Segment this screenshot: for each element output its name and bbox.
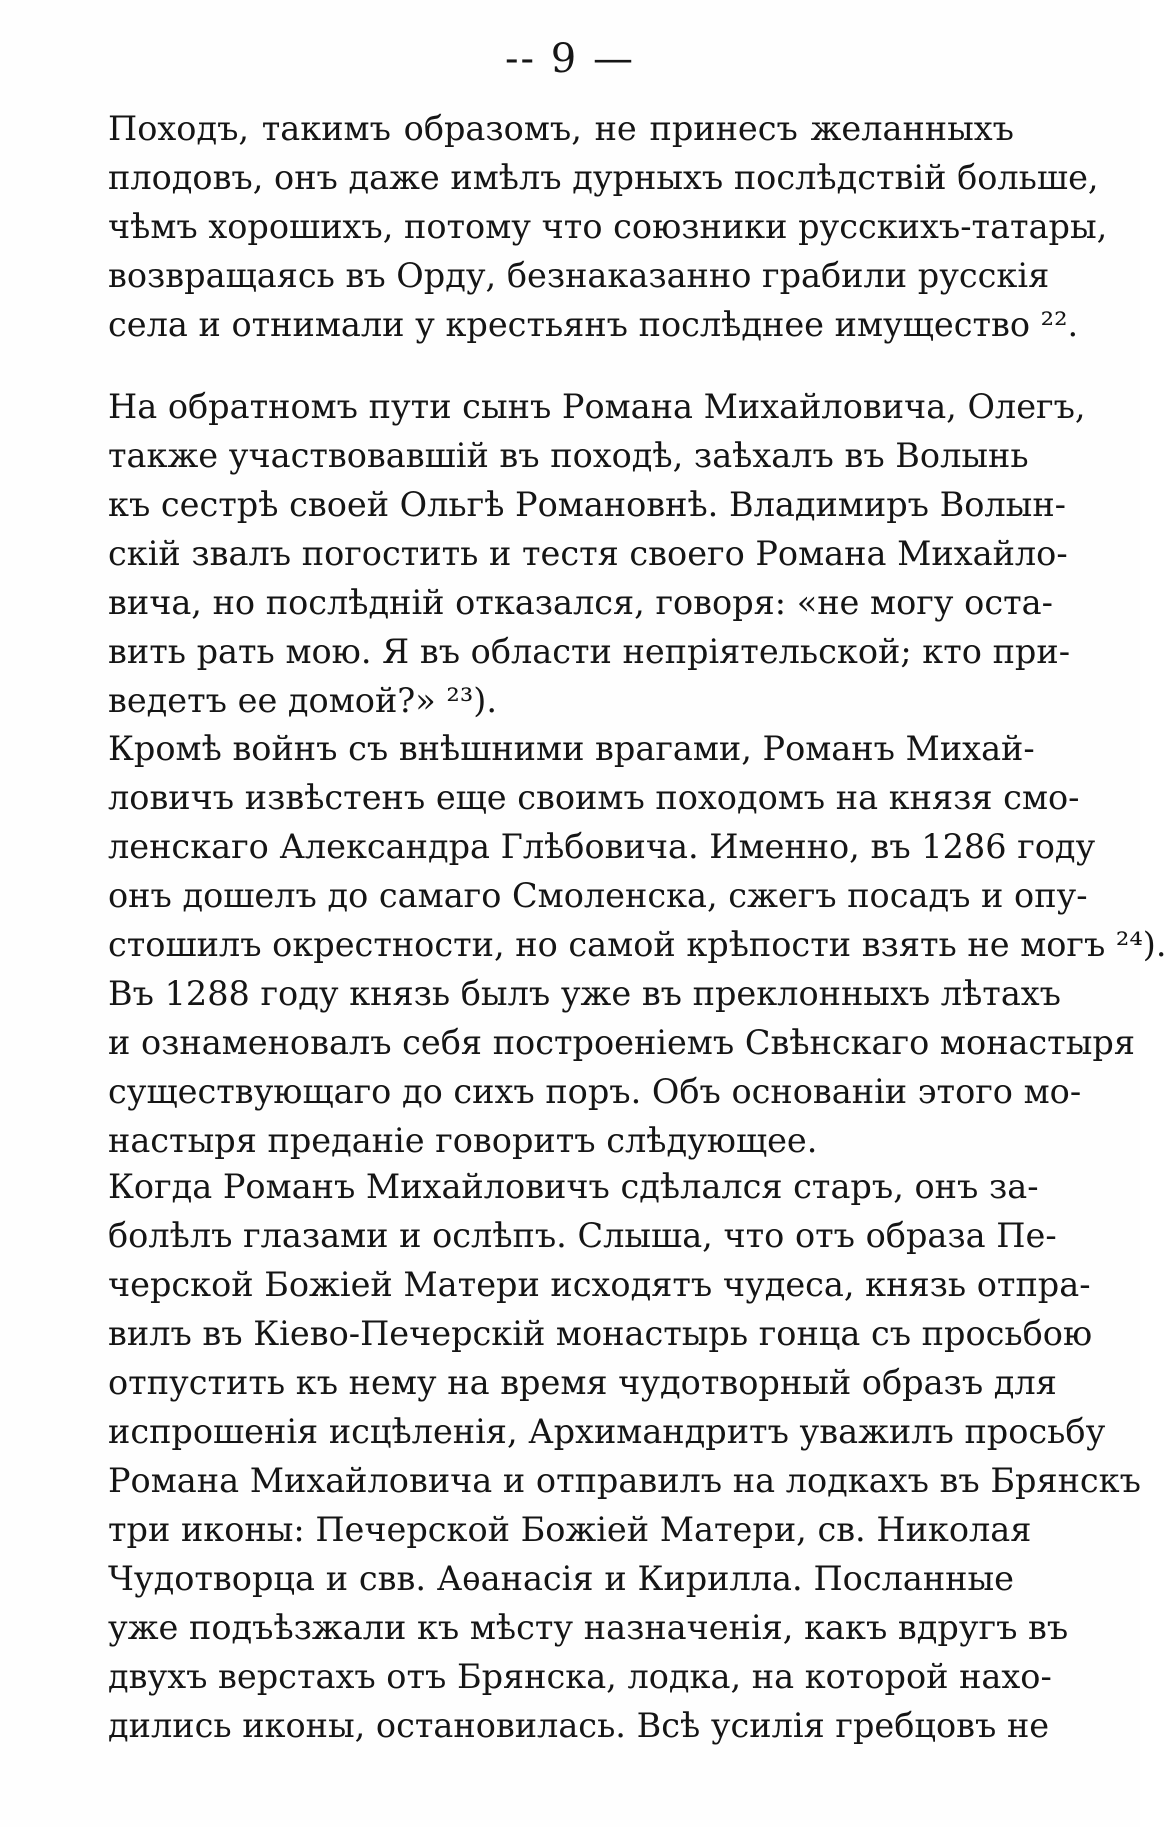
text-line: двухъ верстахъ отъ Брянска, лодка, на которой нахо- [108,1657,1052,1696]
text-line: ведетъ ее домой?» ²³). [108,681,497,720]
text-line: существующаго до сихъ поръ. Объ основаніи этого мо- [108,1072,1082,1111]
text-line: плодовъ, онъ даже имѣлъ дурныхъ послѣдствій больше, [108,158,1099,197]
text-line: ленскаго Александра Глѣбовича. Именно, въ 1286 году [108,827,1096,866]
text-line: Въ 1288 году князь былъ уже въ преклонныхъ лѣтахъ [108,974,1061,1013]
text-line: ловичъ извѣстенъ еще своимъ походомъ на князя смо- [108,778,1080,817]
text-line: вить рать мою. Я въ области непріятельской; кто при- [108,632,1071,671]
text-line: черской Божіей Матери исходятъ чудеса, князь отпра- [108,1265,1091,1304]
text-line: Походъ, такимъ образомъ, не принесъ желанныхъ [108,109,1014,148]
text-line: онъ дошелъ до самаго Смоленска, сжегъ посадъ и опу- [108,876,1088,915]
text-line: Чудотворца и свв. Аѳанасія и Кирилла. Посланные [108,1559,1014,1598]
paragraph-3 [108,724,1167,1165]
text-line: отпустить къ нему на время чудотворный образъ для [108,1363,1057,1402]
text-line: уже подъѣзжали къ мѣсту назначенія, какъ вдругъ въ [108,1608,1069,1647]
text-line: возвращаясь въ Орду, безнаказанно грабили русскія [108,256,1050,295]
text-line: Кромѣ войнъ съ внѣшними врагами, Романъ Михай- [108,729,1035,768]
text-line: настыря преданіе говоритъ слѣдующее. [108,1121,818,1160]
text-line: вилъ въ Кіево-Печерскій монастырь гонца съ просьбою [108,1314,1093,1353]
text-line: Когда Романъ Михайловичъ сдѣлался старъ, онъ за- [108,1167,1039,1206]
paragraph-1 [108,104,1108,349]
paragraph-4 [108,1162,1141,1750]
text-line: стошилъ окрестности, но самой крѣпости взять не могъ ²⁴). [108,925,1167,964]
text-line: три иконы: Печерской Божіей Матери, св. Николая [108,1510,1032,1549]
text-line: и ознаменовалъ себя построеніемъ Свѣнскаго монастыря [108,1023,1135,1062]
text-line: Романа Михайловича и отправилъ на лодкахъ въ Брянскъ [108,1461,1141,1500]
text-line: также участвовавшій въ походѣ, заѣхалъ въ Волынь [108,436,1029,475]
page-number: -- 9 — [505,36,635,82]
text-line: болѣлъ глазами и ослѣпъ. Слыша, что отъ образа Пе- [108,1216,1057,1255]
text-line: вича, но послѣдній отказался, говоря: «не могу оста- [108,583,1053,622]
paragraph-2 [108,382,1086,725]
text-line: скій звалъ погостить и тестя своего Романа Михайло- [108,534,1068,573]
text-line: испрошенія исцѣленія, Архимандритъ уважилъ просьбу [108,1412,1106,1451]
text-line: села и отнимали у крестьянъ послѣднее имущество ²². [108,305,1079,344]
text-line: къ сестрѣ своей Ольгѣ Романовнѣ. Владимиръ Волын- [108,485,1066,524]
text-line: дились иконы, остановилась. Всѣ усилія гребцовъ не [108,1706,1050,1745]
text-line: На обратномъ пути сынъ Романа Михайловича, Олегъ, [108,387,1086,426]
text-line: чѣмъ хорошихъ, потому что союзники русскихъ-татары, [108,207,1108,246]
